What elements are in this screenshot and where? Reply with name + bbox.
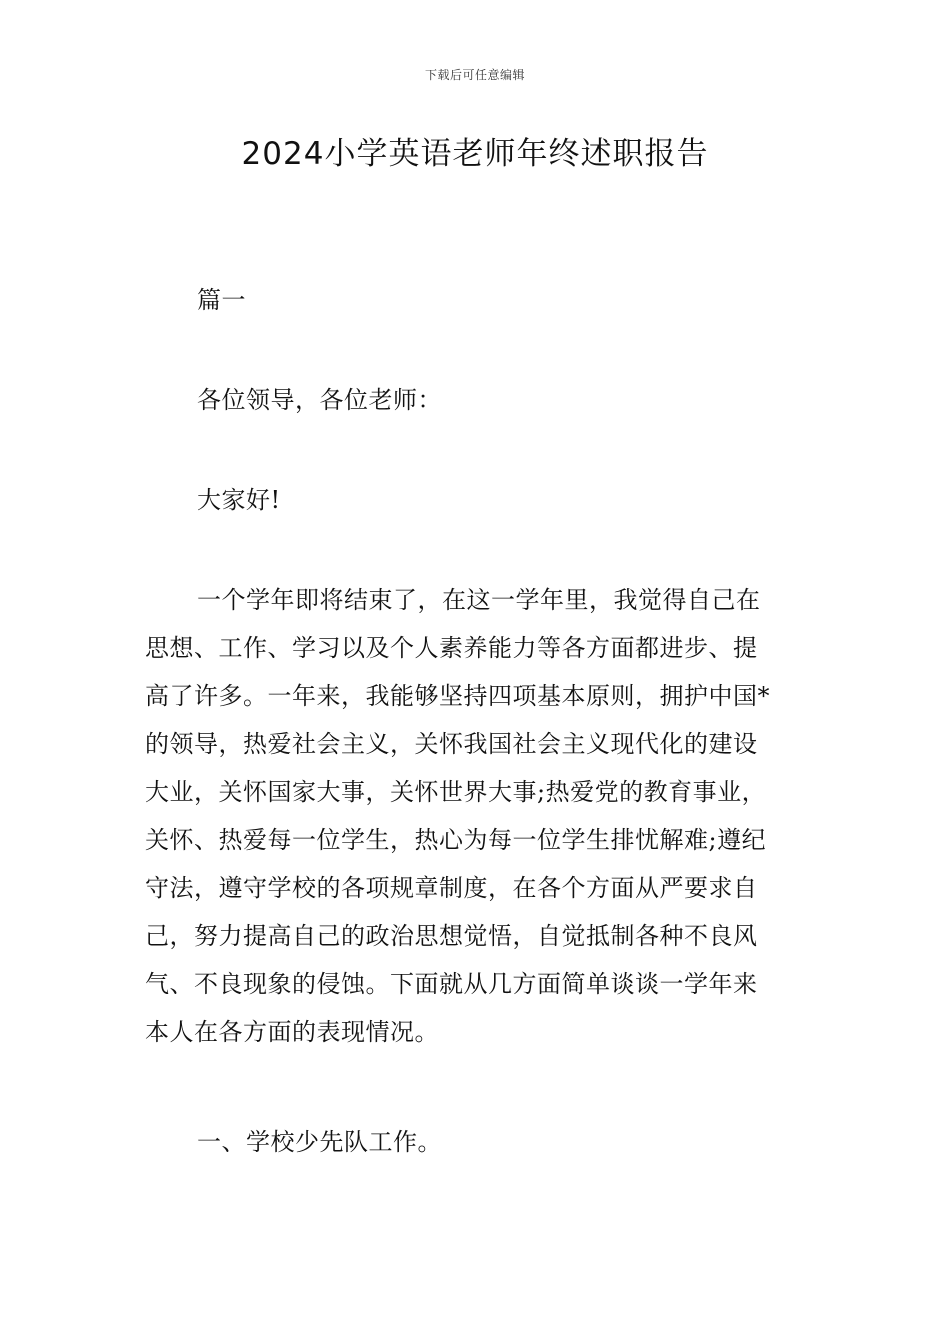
- salutation: [145, 376, 810, 424]
- header-note: 下载后可任意编辑: [424, 68, 525, 82]
- paragraph-line: 思想、工作、学习以及个人素养能力等各方面都进步、提: [145, 634, 758, 662]
- paragraph-line: 己，努力提高自己的政治思想觉悟，自觉抵制各种不良风: [145, 922, 758, 950]
- paragraph-line: 守法，遵守学校的各项规章制度，在各个方面从严要求自: [145, 874, 758, 902]
- section-label: [145, 276, 810, 324]
- paragraph-line: 本人在各方面的表现情况。: [145, 1018, 439, 1046]
- body-paragraph: [145, 576, 810, 1056]
- section-label-text: 篇一: [197, 286, 246, 314]
- salutation-text: 各位领导，各位老师：: [197, 386, 442, 414]
- paragraph-line: 大业，关怀国家大事，关怀世界大事;热爱党的教育事业，: [145, 778, 767, 806]
- greeting-text: 大家好!: [197, 486, 281, 514]
- section-heading: [145, 1118, 810, 1166]
- greeting: [145, 476, 810, 524]
- paragraph-line: 的领导，热爱社会主义，关怀我国社会主义现代化的建设: [145, 730, 758, 758]
- section-heading-text: 一、学校少先队工作。: [197, 1128, 442, 1156]
- paragraph-line: 关怀、热爱每一位学生，热心为每一位学生排忧解难;遵纪: [145, 826, 767, 854]
- paragraph-line: 一个学年即将结束了，在这一学年里，我觉得自己在: [197, 586, 761, 614]
- paragraph-line: 气、不良现象的侵蚀。下面就从几方面简单谈谈一学年来: [145, 970, 758, 998]
- paragraph-line: 高了许多。一年来，我能够坚持四项基本原则，拥护中国*: [145, 682, 770, 710]
- document-title: 2024小学英语老师年终述职报告: [241, 136, 709, 172]
